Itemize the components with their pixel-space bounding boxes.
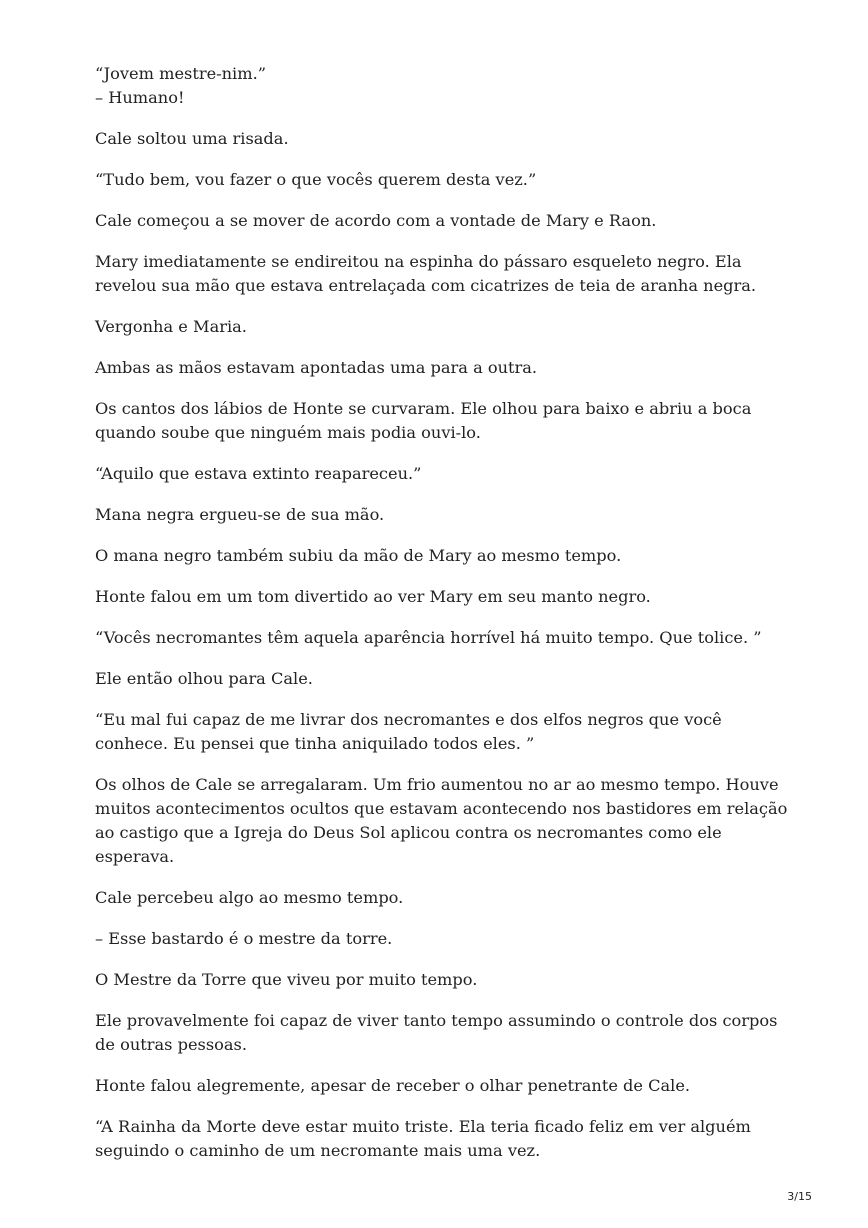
paragraph: Honte falou alegremente, apesar de receber o olhar penetrante de Cale. [95,1076,691,1095]
paragraph: Mana negra ergueu-se de sua mão. [95,505,385,524]
page-number: 3/15 [787,1190,812,1203]
paragraph: Cale percebeu algo ao mesmo tempo. [95,888,404,907]
paragraph: – Humano! [95,88,185,107]
document-page [95,62,795,1180]
paragraph: O Mestre da Torre que viveu por muito tempo. [95,970,478,989]
paragraph: Ambas as mãos estavam apontadas uma para a outra. [95,358,538,377]
paragraph: Os olhos de Cale se arregalaram. Um frio aumentou no ar ao mesmo tempo. Houve muitos acontecimentos ocultos que estavam acontecendo nos bastidores em relação ao castigo que a Igreja do Deus Sol aplicou contra os necromantes como ele esperava. [95,775,788,866]
paragraph: – Esse bastardo é o mestre da torre. [95,929,393,948]
paragraph: Vergonha e Maria. [95,317,247,336]
paragraph: “Jovem mestre-nim.” [95,64,267,83]
paragraph: Os cantos dos lábios de Honte se curvaram. Ele olhou para baixo e abriu a boca quando soube que ninguém mais podia ouvi-lo. [95,399,752,442]
paragraph: “Aquilo que estava extinto reapareceu.” [95,464,422,483]
paragraph: Mary imediatamente se endireitou na espinha do pássaro esqueleto negro. Ela revelou sua mão que estava entrelaçada com cicatrizes de teia de aranha negra. [95,252,757,295]
paragraph: O mana negro também subiu da mão de Mary ao mesmo tempo. [95,546,622,565]
paragraph: Cale começou a se mover de acordo com a vontade de Mary e Raon. [95,211,657,230]
paragraph: “Vocês necromantes têm aquela aparência horrível há muito tempo. Que tolice. ” [95,628,762,647]
paragraph: Honte falou em um tom divertido ao ver Mary em seu manto negro. [95,587,651,606]
paragraph: Cale soltou uma risada. [95,129,289,148]
paragraph: “A Rainha da Morte deve estar muito triste. Ela teria ficado feliz em ver alguém seguindo o caminho de um necromante mais uma vez. [95,1117,751,1160]
paragraph: Ele provavelmente foi capaz de viver tanto tempo assumindo o controle dos corpos de outras pessoas. [95,1011,778,1054]
paragraph: “Tudo bem, vou fazer o que vocês querem desta vez.” [95,170,537,189]
paragraph: “Eu mal fui capaz de me livrar dos necromantes e dos elfos negros que você conhece. Eu pensei que tinha aniquilado todos eles. ” [95,710,722,753]
paragraph: Ele então olhou para Cale. [95,669,313,688]
